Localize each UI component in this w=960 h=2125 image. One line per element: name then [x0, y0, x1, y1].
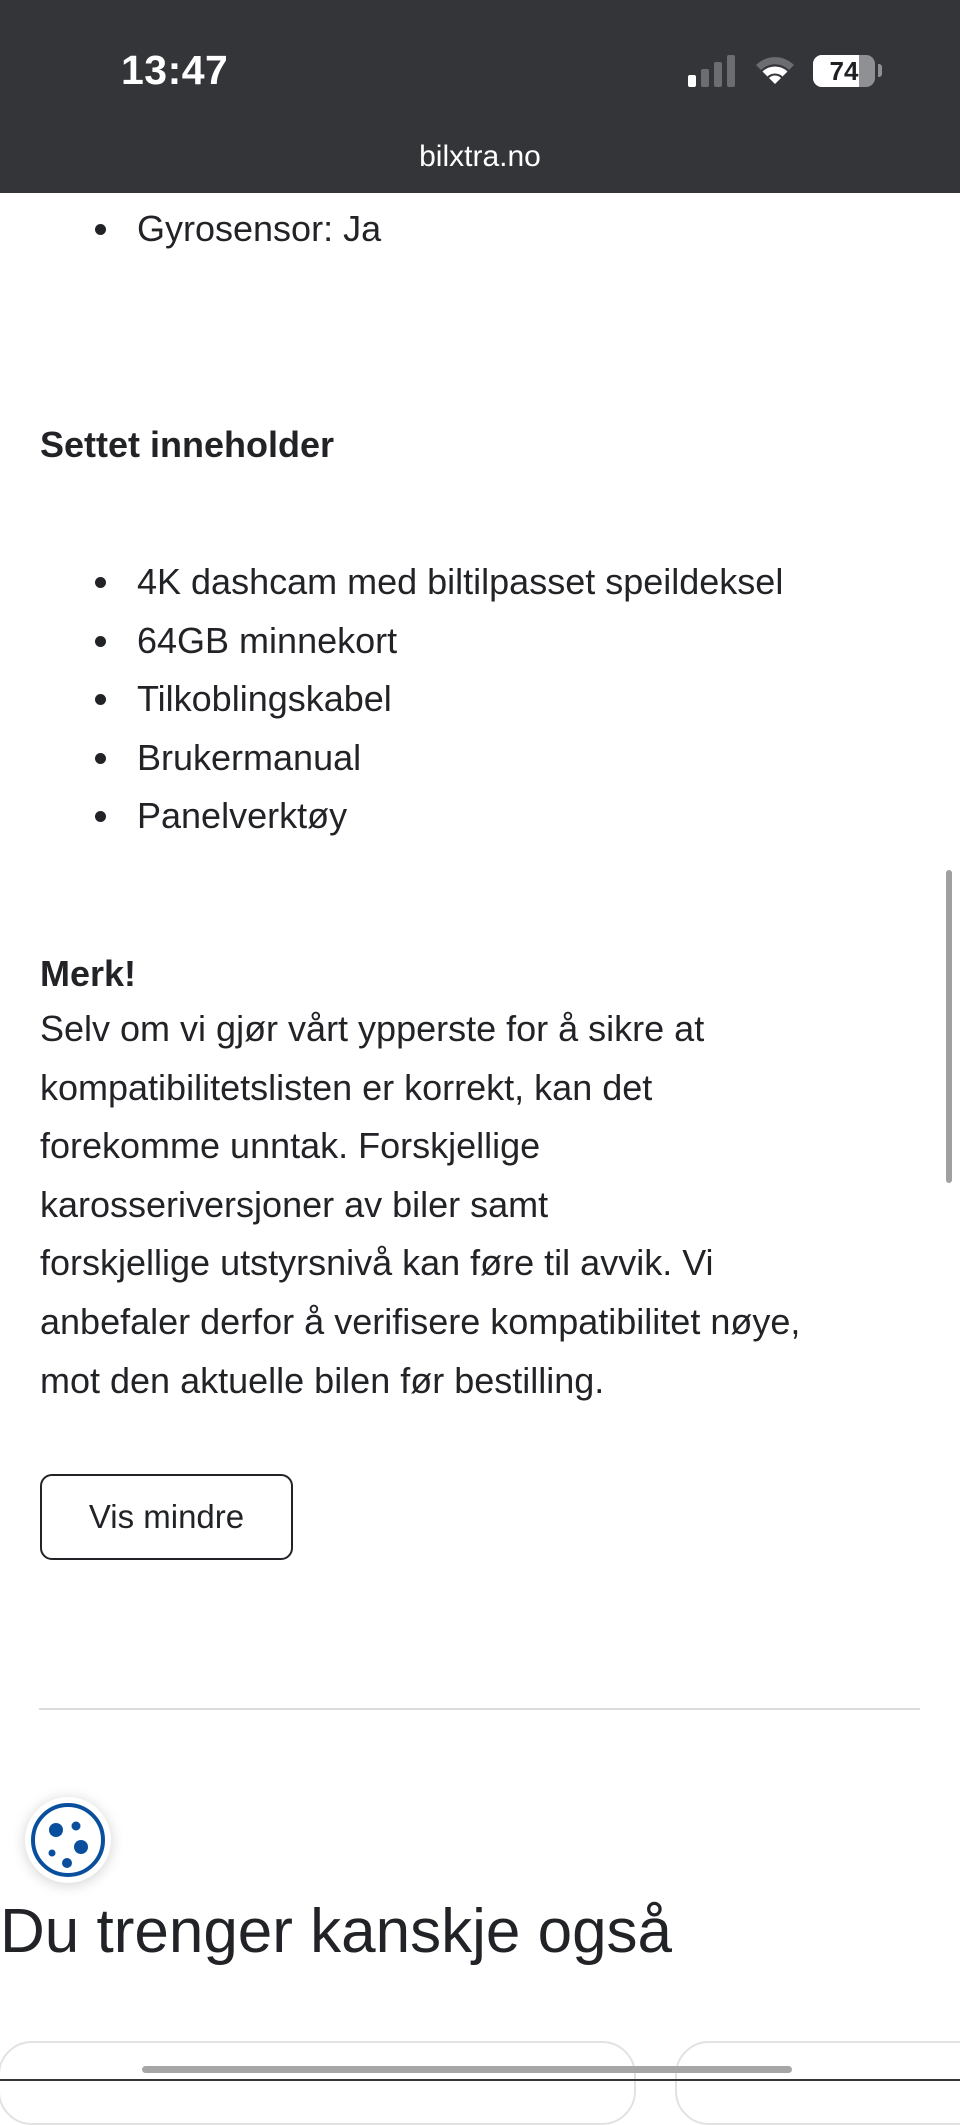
note-line: mot den aktuelle bilen før bestilling.: [40, 1359, 605, 1401]
status-time: 13:47: [121, 47, 229, 93]
note-line: karosseriversjoner av biler samt: [40, 1183, 549, 1225]
note-line: kompatibilitetslisten er korrekt, kan det: [40, 1066, 653, 1108]
package-contents-list: [0, 553, 940, 846]
list-item: [0, 553, 940, 612]
note-heading: Merk!: [40, 953, 137, 994]
signal-icon: [688, 55, 736, 87]
list-item-label: Panelverktøy: [137, 795, 348, 836]
bullet-icon: [95, 694, 106, 705]
list-item-label: Tilkoblingskabel: [137, 678, 392, 719]
product-card[interactable]: [0, 2041, 636, 2125]
note-line: Selv om vi gjør vårt ypperste for å sikre at: [40, 1008, 705, 1049]
bullet-icon: [95, 224, 106, 235]
note-line: forskjellige utstyrsnivå kan føre til avvik. Vi: [40, 1242, 714, 1284]
spec-list: [0, 200, 940, 259]
note-line: anbefaler derfor å verifisere kompatibilitet nøye,: [40, 1300, 801, 1342]
url-bar[interactable]: bilxtra.no: [419, 140, 541, 173]
list-item: [0, 787, 940, 846]
list-item: [0, 670, 940, 729]
list-item-label: Brukermanual: [137, 736, 362, 778]
note-paragraph: [40, 1000, 940, 1410]
list-item-label: Gyrosensor: Ja: [137, 208, 382, 249]
battery-icon: [813, 55, 875, 87]
wifi-icon: [754, 54, 796, 86]
bullet-icon: [95, 811, 106, 822]
list-item: [0, 200, 940, 259]
list-item: [0, 612, 940, 671]
package-contents-heading: Settet inneholder: [40, 424, 335, 465]
show-less-button[interactable]: Vis mindre: [40, 1474, 293, 1560]
cookie-settings-button[interactable]: [25, 1797, 111, 1883]
bullet-icon: [95, 577, 106, 588]
product-card[interactable]: [675, 2041, 960, 2125]
list-item: [0, 729, 940, 788]
section-divider: [39, 1708, 920, 1710]
vertical-scrollbar[interactable]: [946, 870, 952, 1183]
cookie-icon: [25, 1797, 111, 1883]
bullet-icon: [95, 753, 106, 764]
battery-nub: [878, 64, 882, 77]
bullet-icon: [95, 636, 106, 647]
list-item-label: 64GB minnekort: [137, 619, 398, 661]
recommendations-heading: Du trenger kanskje også: [0, 1897, 673, 1966]
horizontal-scrollbar[interactable]: [142, 2066, 792, 2073]
browser-top-bar: [0, 0, 960, 193]
note-line: forekomme unntak. Forskjellige: [40, 1125, 541, 1167]
battery-percent: 74: [829, 56, 859, 86]
list-item-label: 4K dashcam med biltilpasset speildeksel: [137, 561, 784, 602]
